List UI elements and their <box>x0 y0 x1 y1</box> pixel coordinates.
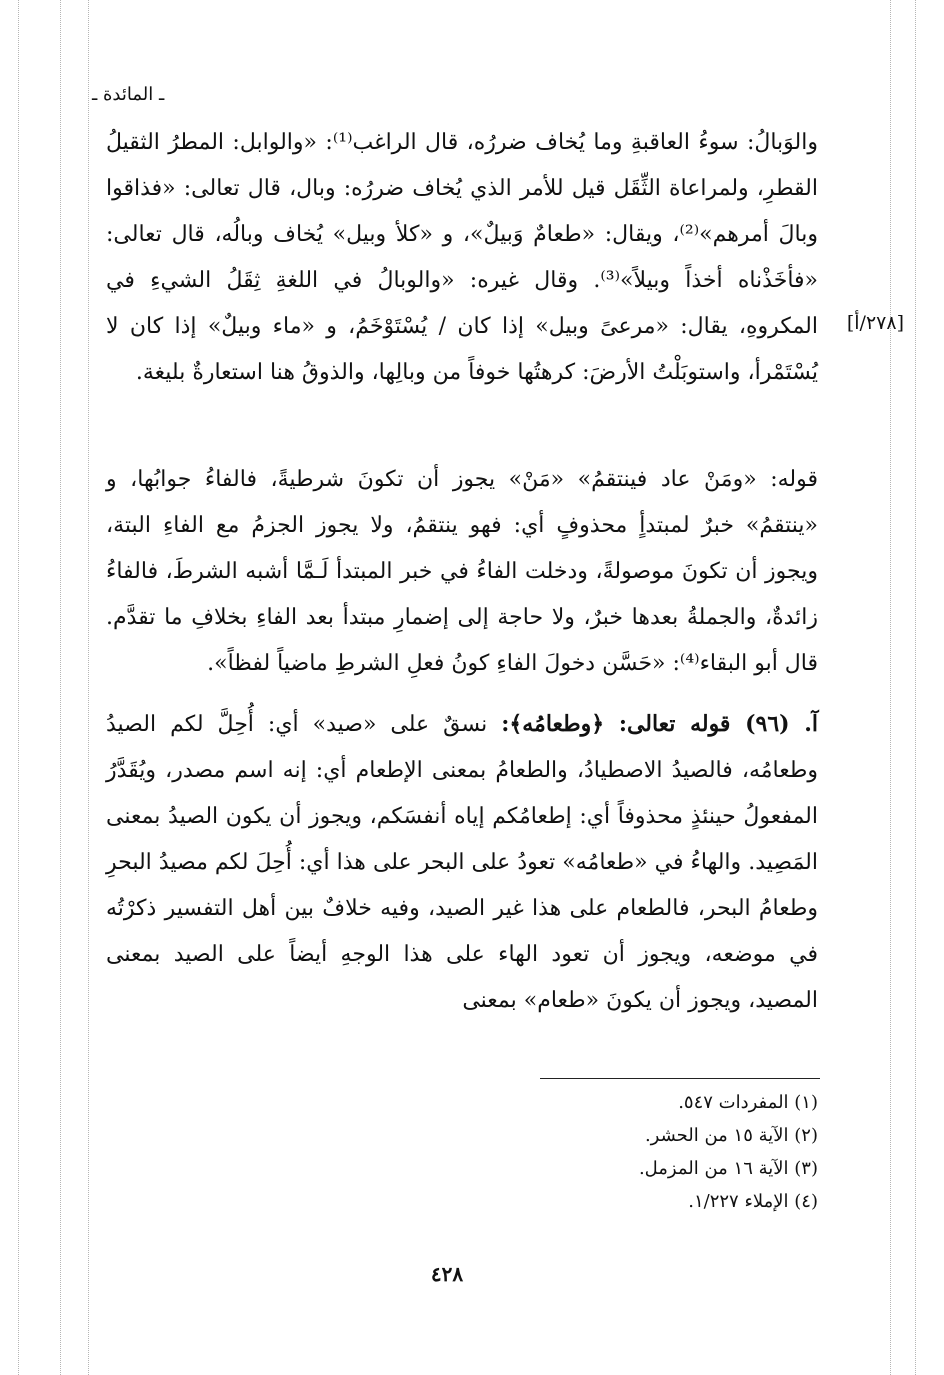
page-number: ٤٢٨ <box>430 1262 464 1286</box>
footnotes-list <box>520 1086 818 1218</box>
scan-guide-line <box>915 0 916 1375</box>
scan-guide-line <box>890 0 891 1375</box>
footnote-item: (٢) الآية ١٥ من الحشر. <box>644 1125 818 1146</box>
footnote-item: (٤) الإملاء ١/٢٢٧. <box>688 1191 818 1212</box>
verse-commentary: نسقٌ على «صيد» أي: أُحِلَّ لكم الصيدُ وطعامُه، فالصيدُ الاصطيادُ، والطعامُ بمعنى الإطعام أي: إنه اسم مصدر، ويُقَدَّرُ المفعولُ حينئذٍ محذوفاً أي: إطعامُكم إياه أنفسَكم، ويجوز أن يكون الصيدُ بمعنى المَصِيد. والهاءُ في «طعامُه» تعودُ على البحر على هذا أي: أُحِلَ لكم مصيدُ البحرِ وطعامُ البحر، فالطعام على هذا غير الصيد، وفيه خلافٌ بين أهل التفسير ذكرْتُه في موضعه، ويجوز أن تعود الهاء على هذا الوجهِ أيضاً على الصيد بمعنى المصيد، ويجوز أن يكونَ «طعام» بمعنى <box>106 712 818 1013</box>
paragraph-wabal: والوَبالُ: سوءُ العاقبةِ وما يُخاف ضررُه، قال الراغب⁽¹⁾: «والوابل: المطرُ الثقيلُ القطرِ، ولمراعاة الثِّقَل قيل للأمر الذي يُخاف ضررُه: وبال، قال تعالى: «فذاقوا وبالَ أمرهم»⁽²⁾، ويقال: «طعامٌ وَبيلٌ»، و «كلأ وبيل» يُخاف وبالُه، قال تعالى: «فأخَذْناه أخذاً وبيلاً»⁽³⁾. وقال غيره: «والوبالُ في اللغةِ ثِقَلُ الشيءِ في المكروهِ، يقال: «مرعىً وبيل» إذا كان / يُسْتَوْخَمُ، و «ماء وبيلٌ» إذا كان لا يُسْتَمْرأ، واستوبَلْتُ الأرضَ: كرهتُها خوفاً من وبالِها، والذوقُ هنا استعارةٌ بليغة. <box>106 130 819 385</box>
paragraph-verse-96 <box>106 701 818 1024</box>
scan-guide-line <box>60 0 61 1375</box>
verse-heading: آ. (٩٦) قوله تعالى: ﴿وطعامُه﴾: <box>501 711 818 737</box>
scan-guide-line <box>18 0 19 1375</box>
paragraph-man-aad: قوله: «ومَنْ عاد فينتقمُ» «مَنْ» يجوز أن تكونَ شرطيةً، فالفاءُ جوابُها، و «ينتقمُ» خبرٌ لمبتدأٍ محذوفٍ أي: فهو ينتقمُ، ولا يجوز الجزمُ مع الفاءِ البتة، ويجوز أن تكونَ موصولةً، ودخلت الفاءُ في خبر المبتدأ لَـمَّا أشبه الشرطَ، فالفاءُ زائدةٌ، والجملةُ بعدها خبرٌ، ولا حاجة إلى إضمارِ مبتدأ بعد الفاءِ بخلافِ ما تقدَّم. قال أبو البقاء⁽⁴⁾: «حَسَّن دخولَ الفاءِ كونُ فعلِ الشرطِ ماضياً لفظاً». <box>106 467 818 676</box>
running-header: ـ المائدة ـ <box>92 84 165 105</box>
manuscript-folio-marker: [٢٧٨/أ] <box>846 312 904 334</box>
scan-guide-line <box>88 0 89 1375</box>
footnote-item: (٣) الآية ١٦ من المزمل. <box>638 1158 818 1179</box>
footnote-item: (١) المفردات ٥٤٧. <box>678 1092 818 1113</box>
footnote-separator <box>540 1078 820 1079</box>
